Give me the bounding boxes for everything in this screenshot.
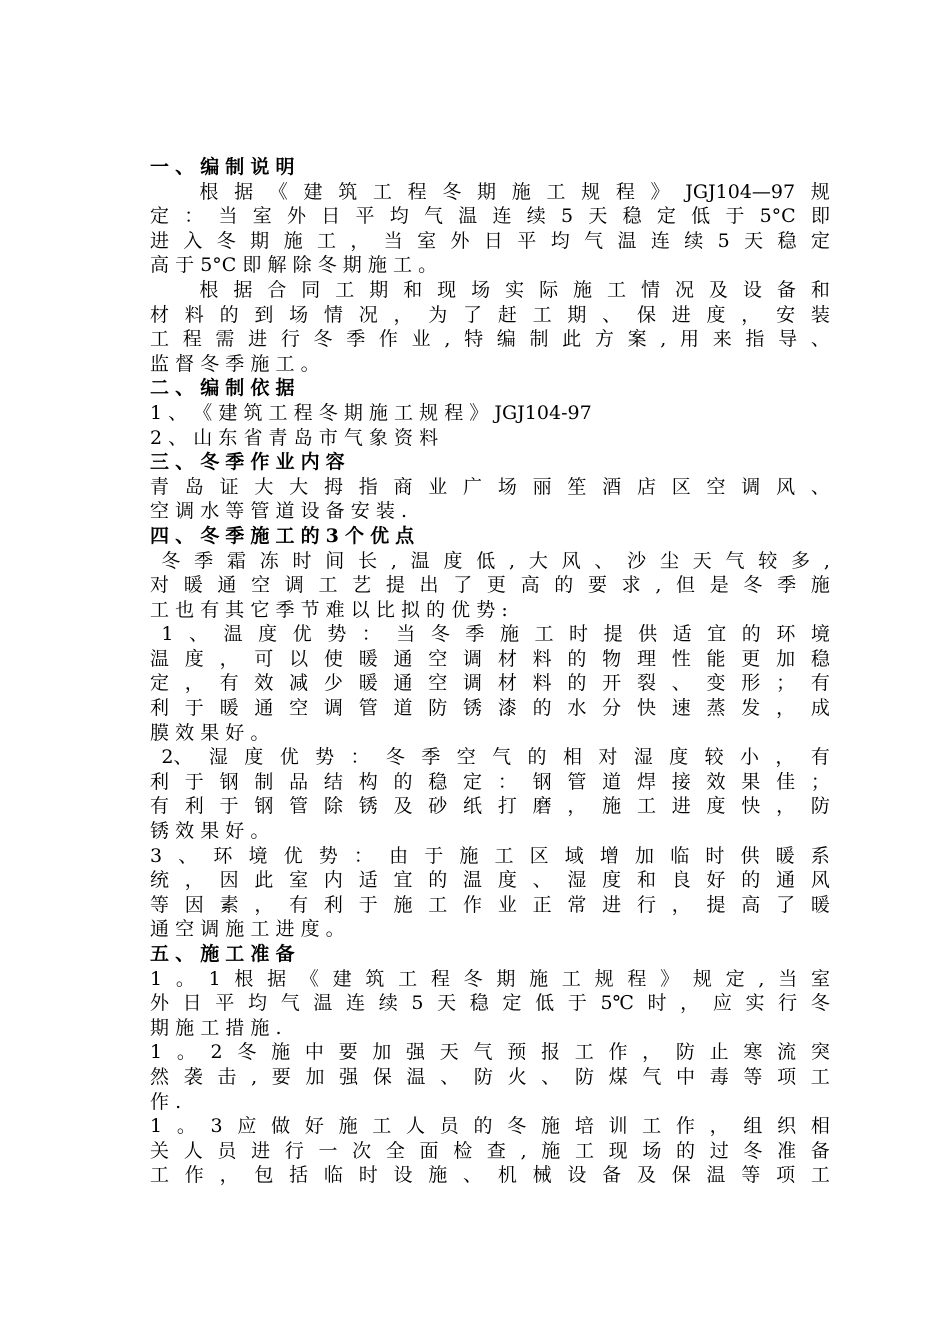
- text-line: 关 人 员 进 行 一 次 全 面 检 查 , 施 工 现 场 的 过 冬 准 备: [150, 1139, 830, 1162]
- text-line: 利 于 暖 通 空 调 管 道 防 锈 漆 的 水 分 快 速 蒸 发 ， 成: [150, 697, 830, 720]
- section-heading: 二 、 编 制 依 据: [150, 377, 295, 400]
- section-heading: 四 、 冬 季 施 工 的 3 个 优 点: [150, 524, 415, 547]
- text-line: 1 。 2 冬 施 中 要 加 强 天 气 预 报 工 作 ， 防 止 寒 流 突: [150, 1041, 830, 1064]
- text-line: 温 度 ， 可 以 使 暖 通 空 调 材 料 的 物 理 性 能 更 加 稳: [150, 647, 830, 670]
- text-line: 通 空 调 施 工 进 度 。: [150, 918, 345, 941]
- text-line: 冬 季 霜 冻 时 间 长 , 温 度 低 , 大 风 、 沙 尘 天 气 较 多 ,: [161, 549, 830, 572]
- text-line: 定 ： 当 室 外 日 平 均 气 温 连 续 5 天 稳 定 低 于 5°C 即: [150, 205, 830, 228]
- text-line: 2、 湿 度 优 势 ： 冬 季 空 气 的 相 对 湿 度 较 小 ， 有: [161, 746, 830, 769]
- section-heading: 一 、 编 制 说 明: [150, 156, 295, 178]
- text-line: 期 施 工 措 施 .: [150, 1016, 282, 1039]
- section-heading: 五 、 施 工 准 备: [150, 943, 295, 965]
- document-body: [150, 155, 830, 1188]
- text-line: 工 作 ， 包 括 临 时 设 施 、 机 械 设 备 及 保 温 等 项 工: [150, 1164, 830, 1187]
- text-line: 外 日 平 均 气 温 连 续 5 天 稳 定 低 于 5℃ 时 ， 应 实 行 冬: [150, 992, 830, 1015]
- text-line: 等 因 素 ， 有 利 于 施 工 作 业 正 常 进 行 ， 提 高 了 暖: [150, 893, 830, 916]
- text-line: 作 .: [150, 1090, 182, 1113]
- text-line: 3 、 环 境 优 势 ： 由 于 施 工 区 域 增 加 临 时 供 暖 系: [150, 844, 830, 867]
- text-line: 对 暖 通 空 调 工 艺 提 出 了 更 高 的 要 求 , 但 是 冬 季 施: [150, 574, 830, 597]
- text-line: 青 岛 证 大 大 拇 指 商 业 广 场 丽 笙 酒 店 区 空 调 风 、: [150, 475, 830, 498]
- text-line: 统 ， 因 此 室 内 适 宜 的 温 度 、 湿 度 和 良 好 的 通 风: [150, 869, 830, 892]
- text-line: 利 于 钢 制 品 结 构 的 稳 定 ： 钢 管 道 焊 接 效 果 佳 ；: [150, 770, 830, 793]
- text-line: 空 调 水 等 管 道 设 备 安 装 .: [150, 500, 407, 523]
- text-line: 有 利 于 钢 管 除 锈 及 砂 纸 打 磨 ， 施 工 进 度 快 ， 防: [150, 795, 830, 818]
- text-line: 锈 效 果 好 。: [150, 820, 270, 843]
- text-line: 材 料 的 到 场 情 况 ， 为 了 赶 工 期 、 保 进 度 ， 安 装: [150, 303, 830, 326]
- section-heading: 三 、 冬 季 作 业 内 容: [150, 451, 345, 474]
- text-line: 定 ， 有 效 减 少 暖 通 空 调 材 料 的 开 裂 、 变 形 ； 有: [150, 672, 830, 695]
- text-line: 根 据 《 建 筑 工 程 冬 期 施 工 规 程 》 JGJ104—97 规: [199, 180, 830, 203]
- text-line: 然 袭 击 , 要 加 强 保 温 、 防 火 、 防 煤 气 中 毒 等 项 工: [150, 1065, 830, 1088]
- text-line: 1 。 3 应 做 好 施 工 人 员 的 冬 施 培 训 工 作 ， 组 织 相: [150, 1115, 830, 1138]
- text-line: 1 、 温 度 优 势 ： 当 冬 季 施 工 时 提 供 适 宜 的 环 境: [161, 623, 830, 646]
- text-line: 根 据 合 同 工 期 和 现 场 实 际 施 工 情 况 及 设 备 和: [199, 278, 830, 301]
- text-line: 工 也 有 其 它 季 节 难 以 比 拟 的 优 势 :: [150, 598, 508, 621]
- text-line: 1 、 《 建 筑 工 程 冬 期 施 工 规 程 》 JGJ104-97: [150, 401, 592, 424]
- text-line: 1 。 1 根 据 《 建 筑 工 程 冬 期 施 工 规 程 》 规 定 , 当 室: [150, 967, 830, 990]
- text-line: 高 于 5°C 即 解 除 冬 期 施 工 。: [150, 254, 438, 277]
- text-line: 监 督 冬 季 施 工 。: [150, 352, 320, 375]
- text-line: 膜 效 果 好 。: [150, 721, 270, 744]
- text-line: 进 入 冬 期 施 工 ， 当 室 外 日 平 均 气 温 连 续 5 天 稳 定: [150, 229, 830, 252]
- text-line: 2 、 山 东 省 青 岛 市 气 象 资 料: [150, 426, 439, 449]
- text-line: 工 程 需 进 行 冬 季 作 业 , 特 编 制 此 方 案 , 用 来 指 导 、: [150, 328, 830, 351]
